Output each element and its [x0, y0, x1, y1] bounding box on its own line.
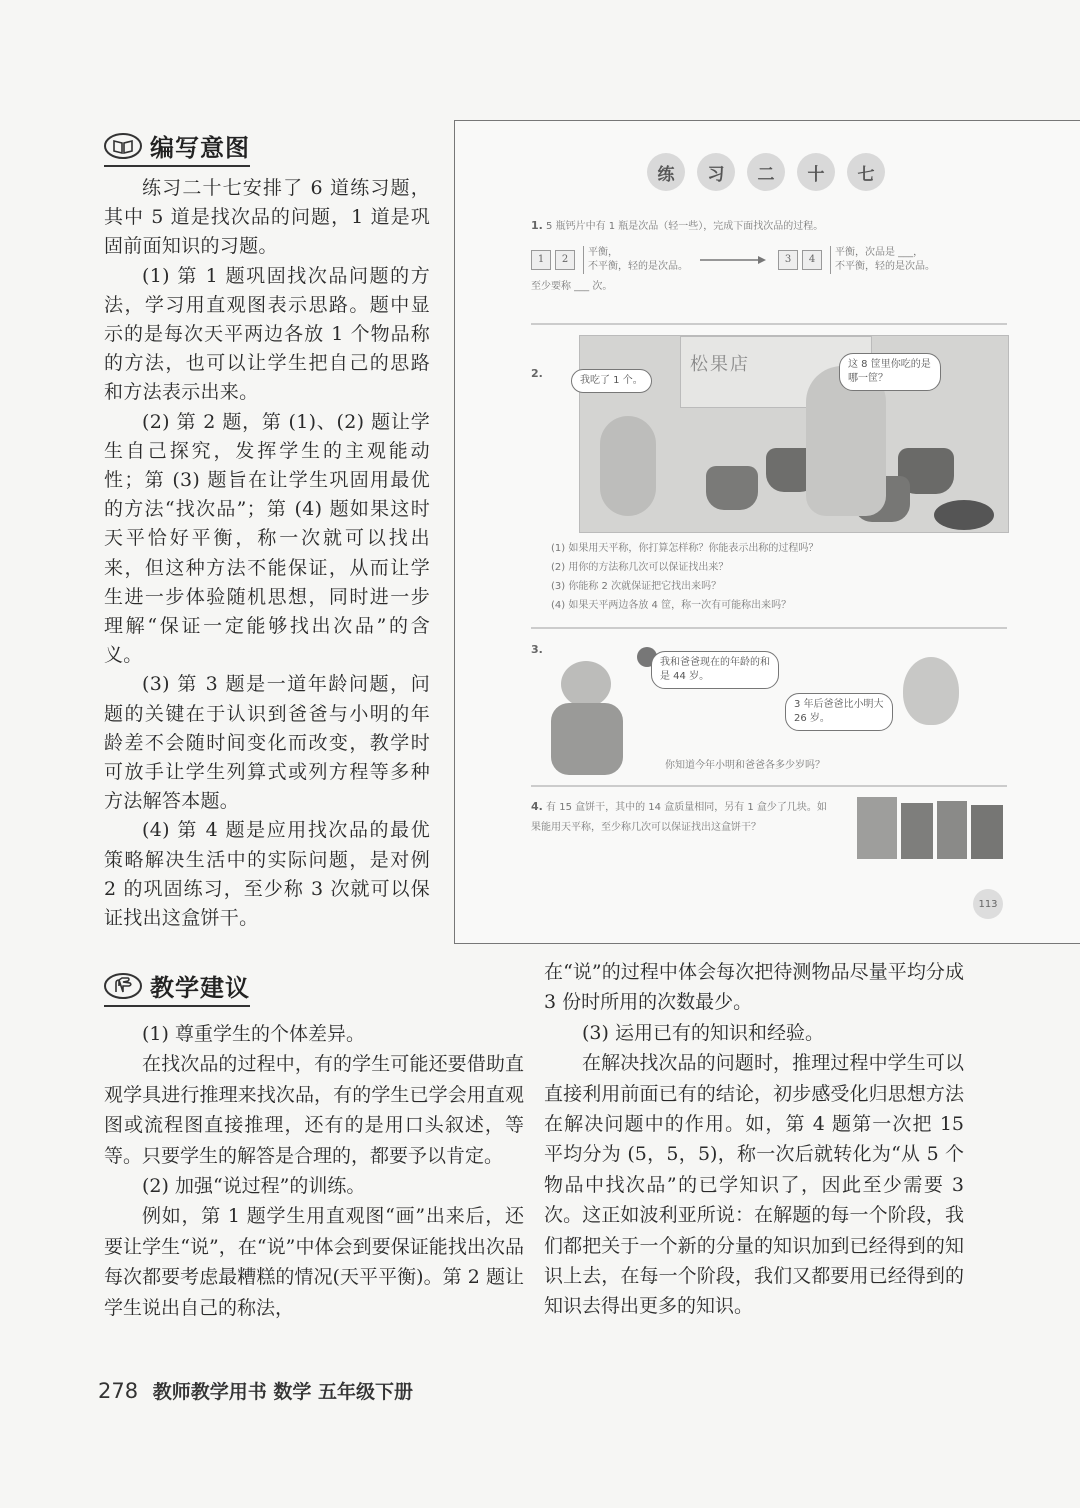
bottle-box: 3 — [778, 250, 798, 270]
bottle-box: 2 — [555, 250, 575, 270]
cookie-boxes-illustration — [857, 793, 1003, 859]
paragraph: (1) 第 1 题巩固找次品问题的方法，学习用直观图表示思路。题中显示的是每次天平两边各放 1 个物品称的方法，也可以让学生把自己的思路和方法表示出来。 — [104, 264, 430, 404]
speech-bubble-squirrel: 我吃了 1 个。 — [571, 369, 652, 393]
title-underline — [104, 165, 250, 167]
paragraph: (2) 第 2 题，第 (1)、(2) 题让学生自己探究，发挥学生的主观能动性；第 (3) 题旨在让学生巩固用最优的方法“找次品”；第 (4) 题如果这时天平恰好平衡，称一次就可以找出来，但这种方法不能保证，从而让学生进一步体验随机思想，同时进一步理解“保证一定能够找出次品”的含义。 — [104, 410, 430, 667]
page-footer — [98, 1377, 413, 1404]
min-weighings-text: 至少要称 ___ 次。 — [531, 281, 613, 292]
paragraph: (4) 第 4 题是应用找次品的最优策略解决生活中的实际问题，是对例 2 的巩固练习，至少称 3 次就可以保证找出这盒饼干。 — [104, 819, 430, 930]
speech-bubble-mascot: 3 年后爸爸比小明大 26 岁。 — [785, 693, 893, 731]
cookie-box — [857, 797, 897, 859]
basket — [706, 466, 758, 510]
writing-intent-body — [104, 174, 430, 933]
divider — [531, 323, 1007, 325]
basket — [934, 500, 994, 530]
divider — [531, 627, 1007, 629]
question-1 — [531, 217, 1011, 296]
speech-bubble-shopkeeper: 这 8 筐里你吃的是哪一筐？ — [839, 353, 941, 391]
teaching-suggestions-right-column — [544, 957, 964, 1322]
question-number: 4. — [531, 800, 543, 813]
boy-head — [561, 661, 611, 707]
section-header-teaching-suggestions — [104, 968, 250, 1003]
exercise-title — [647, 153, 885, 191]
store-sign: 松果店 — [690, 354, 750, 375]
boy-with-ball-illustration — [551, 647, 635, 775]
question-number: 2. — [531, 367, 543, 380]
sub-question: (4) 如果天平两边各放 4 筐，称一次有可能称出来吗？ — [551, 600, 792, 611]
mascot-illustration — [903, 657, 959, 725]
open-book-icon — [104, 133, 142, 159]
title-char: 七 — [847, 153, 885, 191]
question-4 — [531, 797, 831, 838]
section-title: 教学建议 — [150, 974, 250, 1002]
paragraph: 在“说”的过程中体会每次把待测物品尽量平均分成 3 份时所用的次数最少。 — [544, 961, 964, 1014]
squirrel-character — [600, 416, 656, 516]
divider — [531, 785, 1007, 787]
paragraph: 例如，第 1 题学生用直观图“画”出来后，还要让学生“说”，在“说”中体会到要保证能找出次品每次都要考虑最糟糕的情况(天平平衡)。第 2 题让学生说出自己的称法， — [104, 1205, 524, 1319]
teaching-suggestions-left-column — [104, 1019, 524, 1323]
boy-body — [551, 703, 623, 775]
paragraph: 在找次品的过程中，有的学生可能还要借助直观学具进行推理来找次品，有的学生已学会用直观图或流程图直接推理，还有的是用口头叙述，等等。只要学生的解答是合理的，都要予以肯定。 — [104, 1053, 524, 1167]
title-char: 二 — [747, 153, 785, 191]
cookie-box — [971, 805, 1003, 859]
title-char: 习 — [697, 153, 735, 191]
question-number: 1. — [531, 219, 543, 232]
title-char: 练 — [647, 153, 685, 191]
section-header-writing-intent — [104, 128, 250, 163]
question-text: 5 瓶钙片中有 1 瓶是次品（轻一些），完成下面找次品的过程。 — [546, 221, 824, 232]
question-2-items — [551, 539, 1011, 615]
sub-question: (1) 如果用天平称，你打算怎样称？你能表示出称的过程吗？ — [551, 543, 819, 554]
hand-icon — [104, 973, 142, 999]
paragraph: (3) 运用已有的知识和经验。 — [582, 1021, 824, 1044]
cookie-box — [937, 801, 967, 859]
question-number: 3. — [531, 643, 543, 656]
section-title: 编写意图 — [150, 134, 250, 162]
paragraph: 练习二十七安排了 6 道练习题，其中 5 道是找次品的问题，1 道是巩固前面知识的习题。 — [104, 177, 430, 258]
branch-text: 平衡，次品是 ___， — [835, 247, 924, 258]
bottle-box: 4 — [802, 250, 822, 270]
paragraph: (1) 尊重学生的个体差异。 — [142, 1023, 365, 1045]
speech-bubble-boy: 我和爸爸现在的年龄的和是 44 岁。 — [651, 651, 779, 689]
sub-question: (3) 你能称 2 次就保证把它找出来吗？ — [551, 581, 722, 592]
inset-page-number: 113 — [973, 889, 1003, 919]
paragraph: (3) 第 3 题是一道年龄问题，问题的关键在于认识到爸爸与小明的年龄差不会随时间变化而改变，教学时可放手让学生列算式或列方程等多种方法解答本题。 — [104, 673, 430, 813]
branch-text: 不平衡，轻的是次品。 — [588, 261, 688, 272]
textbook-page-inset — [454, 120, 1080, 944]
arrow-icon — [698, 254, 768, 266]
title-underline — [104, 1005, 250, 1007]
paragraph: 在解决找次品的问题时，推理过程中学生可以直接利用前面已有的结论，初步感受化归思想方法在解决问题中的作用。如，第 4 题第一次把 15 平均分为 (5，5，5)，称一次后就转化为“从 5 个物品中找次品”的已学知识了，因此至少需要 3 次。这正如波利亚所说：在解题的每一个阶段，我们都把关于一个新的分量的知识加到已经得到的知识上去，在每一个阶段，我们又都要用已经得到的知识去得出更多的知识。 — [544, 1052, 964, 1318]
squirrel-store-illustration — [579, 335, 1009, 533]
question-3-text: 你知道今年小明和爸爸各多少岁吗？ — [665, 760, 825, 771]
title-char: 十 — [797, 153, 835, 191]
question-text: 有 15 盒饼干，其中的 14 盒质量相同，另有 1 盒少了几块。如果能用天平称，至少称几次可以保证找出这盒饼干？ — [531, 802, 827, 833]
branch-text: 不平衡，轻的是次品。 — [835, 261, 935, 272]
cookie-box — [901, 803, 933, 859]
page-number: 278 — [98, 1379, 139, 1403]
book-title: 教师教学用书 数学 五年级下册 — [152, 1381, 413, 1403]
branch-text: 平衡， — [588, 247, 618, 258]
bottle-box: 1 — [531, 250, 551, 270]
paragraph: (2) 加强“说过程”的训练。 — [142, 1175, 366, 1198]
sub-question: (2) 用你的方法称几次可以保证找出来？ — [551, 562, 729, 573]
